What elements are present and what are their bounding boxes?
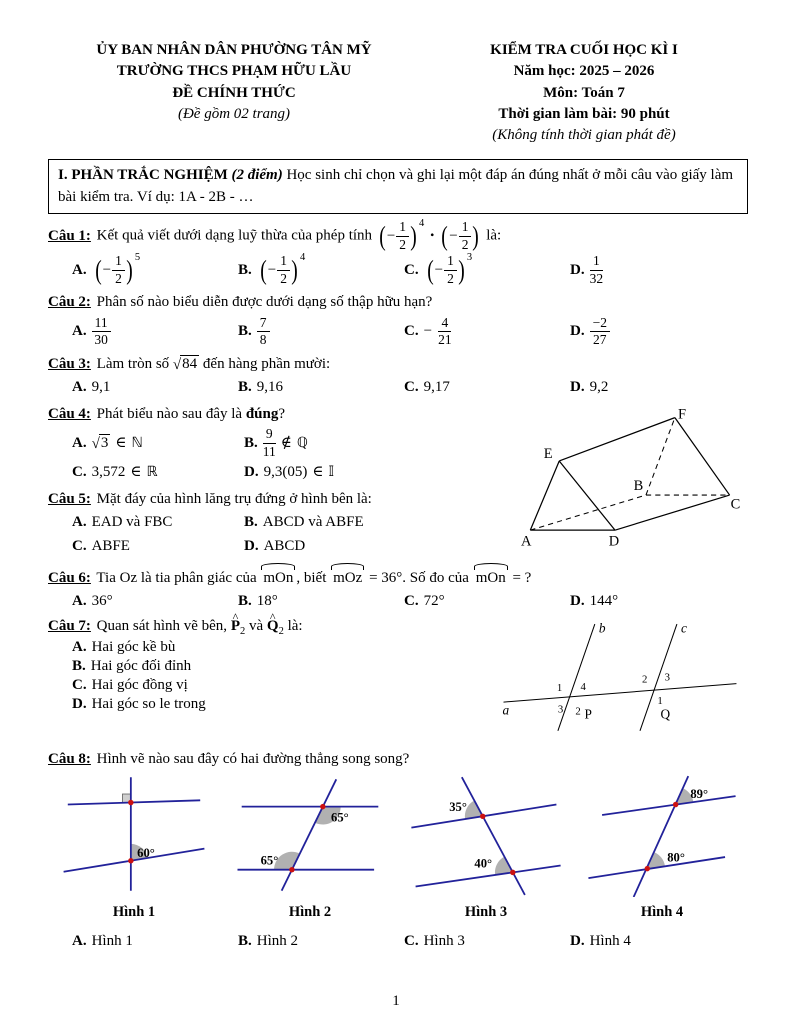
angle-mon: mOn: [260, 563, 296, 589]
option-d: D. 144°: [570, 592, 619, 609]
element-of-symbol: ∈: [130, 464, 142, 481]
page-number: 1: [392, 993, 400, 1009]
angle-q-subscript: 2: [278, 625, 284, 637]
q4-q5-text-column: [48, 404, 520, 557]
school-year: Năm học: 2025 – 2026: [513, 63, 655, 80]
right-paren: ): [410, 221, 417, 251]
section-1-header: [48, 159, 748, 214]
point-label-q: Q: [660, 706, 671, 722]
exponent: 5: [134, 252, 141, 264]
transversal-line: [282, 779, 337, 890]
exponent: 4: [299, 252, 306, 264]
question-6-t2: , biết: [296, 569, 327, 586]
angle-label-bottom: 40°: [474, 856, 493, 871]
option-d: D. Hai góc so le trong: [72, 695, 206, 712]
fraction: $\frac{1}{2}$: [112, 254, 125, 286]
angle-label-top: 35°: [449, 799, 467, 814]
question-4-bold-word: đúng: [245, 405, 279, 422]
angle-number-p2: 2: [575, 705, 581, 718]
question-3-after: đến hàng phần mười:: [202, 355, 331, 372]
intersection-dot: [510, 870, 515, 875]
section-title: I. PHẦN TRẮC NGHIỆM: [58, 167, 228, 184]
question-5: [48, 489, 520, 557]
figure-2-drawing: [231, 773, 389, 897]
official-exam-label: ĐỀ CHÍNH THỨC: [172, 84, 296, 101]
triangular-prism-figure: [520, 404, 742, 551]
exponent: 4: [419, 218, 425, 230]
question-7-label: Câu 7:: [48, 617, 91, 634]
minus-sign: −: [449, 227, 458, 244]
figure-4-caption: Hình 4: [640, 904, 684, 921]
pages-note: (Đề gồm 02 trang): [177, 105, 291, 122]
question-8-options: [72, 931, 748, 952]
fraction: $\frac{7}{8}$: [257, 316, 270, 348]
exam-title: KIỂM TRA CUỐI HỌC KÌ I: [490, 42, 678, 58]
option-b: B. 9,16: [238, 379, 284, 396]
angle-number-p3: 3: [557, 702, 564, 715]
math-power: [259, 254, 305, 286]
square-root: √84: [172, 355, 198, 373]
question-8: [48, 749, 748, 952]
line-label-b: b: [598, 619, 606, 635]
fraction: $\frac{1}{2}$: [459, 220, 472, 252]
issuing-authority: ỦY BAN NHÂN DÂN PHƯỜNG TÂN MỸ: [96, 42, 372, 58]
question-6-options: [72, 591, 748, 612]
question-7-t3: là:: [287, 617, 303, 634]
q7-region: [48, 618, 748, 743]
question-7-t1: Quan sát hình vẽ bên,: [96, 617, 228, 634]
header-right: [420, 40, 748, 146]
question-4-label: Câu 4:: [48, 405, 91, 422]
option-b: B. ( − $\frac{1}{2}$ ) $^4$: [238, 252, 306, 286]
option-a: A. EAD và FBC: [72, 514, 173, 531]
question-7-t2: và: [248, 617, 264, 634]
section-points: (2 điểm): [231, 167, 283, 184]
math-power: [426, 254, 472, 286]
top-line: [68, 800, 200, 804]
option-b: B. Hai góc đối đỉnh: [72, 657, 192, 674]
intersection-dot: [289, 867, 294, 872]
vertex-label-b: B: [633, 477, 644, 494]
math-power: [94, 254, 140, 286]
vertex-label-c: C: [730, 496, 741, 513]
figure-3-box: [402, 773, 570, 923]
intersection-dot: [480, 813, 485, 818]
figure-2-box: [226, 773, 394, 923]
question-5-label: Câu 5:: [48, 490, 91, 507]
vertex-label-d: D: [608, 533, 620, 550]
fraction: $\frac{1}{2}$: [444, 254, 457, 286]
question-2: [48, 292, 748, 347]
figure-1-caption: Hình 1: [112, 904, 156, 921]
question-1-label: Câu 1:: [48, 227, 91, 244]
option-a: A. Hai góc kề bù: [72, 638, 176, 655]
question-6-t1: Tia Oz là tia phân giác của: [96, 569, 257, 586]
q1-expression-factor-1: [378, 220, 481, 252]
option-c: C. 3,572 ∈ ℝ: [72, 462, 244, 483]
figure-1-box: [50, 773, 218, 923]
right-paren: ): [472, 221, 480, 251]
option-a: A. Hình 1: [72, 932, 133, 949]
fraction: $\frac{-2}{27}$: [590, 316, 610, 348]
question-3-label: Câu 3:: [48, 355, 91, 372]
angle-label-bottom: 80°: [667, 850, 685, 865]
figure-3-lines: [411, 777, 560, 895]
number-set-q: ℚ: [296, 434, 308, 451]
right-paren: ): [291, 255, 298, 286]
question-6-t3: = 36°. Số đo của: [369, 569, 469, 586]
option-d: D. Hình 4: [570, 932, 631, 949]
left-paren: (: [426, 255, 434, 286]
transversal-line: [634, 776, 689, 897]
question-2-options: [72, 316, 748, 348]
question-8-label: Câu 8:: [48, 750, 91, 767]
angle-p-subscript: 2: [239, 625, 246, 637]
line-a: [504, 683, 737, 701]
figure-1-lines: [64, 777, 205, 890]
angle-label-bottom: 65°: [260, 853, 279, 868]
point-label-p: P: [584, 706, 592, 722]
edge-e-f: [559, 417, 675, 460]
question-4-after: ?: [278, 405, 286, 422]
angle-q-hat: Q ^: [267, 618, 279, 635]
multiplication-dot: ⋅: [429, 227, 436, 244]
option-d: D. $\frac{-2}{27}$: [570, 316, 748, 348]
header-left: [48, 40, 420, 146]
duration-note: (Không tính thời gian phát đề): [492, 127, 676, 144]
prism-figure-column: [520, 404, 748, 557]
option-d: D. 9,3(05) ∈ 𝕀: [244, 462, 520, 483]
q7-figure-column: [500, 618, 748, 743]
number-set-i: 𝕀: [328, 463, 334, 480]
angle-moz: mOz: [330, 563, 365, 589]
option-c: C. 9,17: [404, 379, 450, 396]
angle-number-q1: 1: [657, 694, 663, 707]
transversal-line: [462, 777, 525, 895]
edge-a-b: [530, 495, 646, 530]
question-3-options: [72, 377, 748, 398]
option-c: C. 72°: [404, 592, 445, 609]
fraction: $\frac{1}{32}$: [589, 253, 604, 286]
question-5-text: Mặt đáy của hình lăng trụ đứng ở hình bên là:: [96, 490, 372, 507]
figure-3-drawing: [407, 773, 565, 897]
edge-e-d: [559, 461, 615, 530]
edge-b-f: [646, 417, 675, 494]
top-line: [602, 796, 735, 815]
figure-4-box: [578, 773, 746, 923]
edge-d-c: [615, 495, 730, 530]
square-root: √3: [91, 434, 109, 452]
figure-4-drawing: [583, 773, 741, 897]
q7-text-column: [48, 618, 500, 743]
left-paren: (: [441, 221, 449, 251]
question-2-label: Câu 2:: [48, 294, 91, 311]
question-5-options: [72, 512, 520, 556]
line-label-c: c: [681, 619, 687, 635]
question-2-text: Phân số nào biểu diễn được dưới dạng số thập hữu hạn?: [96, 294, 433, 311]
transversal-lines-figure: [500, 620, 742, 738]
fraction: $\frac{1}{2}$: [277, 254, 290, 286]
number-set-r: ℝ: [146, 463, 158, 480]
figure-3-caption: Hình 3: [464, 904, 508, 921]
angle-number-p4: 4: [580, 680, 586, 693]
angle-label-top: 65°: [331, 810, 349, 825]
question-3: [48, 354, 748, 398]
right-paren: ): [126, 255, 133, 286]
edge-f-c: [675, 417, 730, 494]
vertex-label-f: F: [677, 406, 687, 423]
angle-mon-2: mOn: [473, 563, 509, 589]
minus-sign: −: [434, 261, 444, 278]
minus-sign: −: [423, 323, 433, 340]
figure-4-lines: [588, 776, 735, 897]
question-1-text: Kết quả viết dưới dạng luỹ thừa của phép tính: [96, 227, 373, 244]
intersection-dot: [645, 866, 650, 871]
section-instructions: Học sinh chỉ chọn và ghi lại một đáp án đúng nhất ở mỗi câu vào giấy làm bài kiểm tra. Ví dụ: 1A - 2B - …: [58, 167, 734, 205]
element-of-symbol: ∈: [312, 464, 324, 481]
option-b: B. 18°: [238, 592, 278, 609]
angle-label-60: 60°: [137, 845, 155, 860]
question-6-label: Câu 6:: [48, 569, 91, 586]
not-element-of-symbol: ∉: [280, 434, 292, 451]
minus-sign: −: [102, 261, 112, 278]
option-a: A. 36°: [72, 592, 113, 609]
vertex-label-e: E: [543, 445, 553, 462]
intersection-dot: [128, 858, 133, 863]
intersection-dot: [320, 804, 325, 809]
option-c: C. − $\frac{4}{21}$: [404, 314, 452, 348]
left-paren: (: [94, 255, 102, 286]
prism-solid-edges: [530, 417, 729, 530]
question-4-before: Phát biểu nào sau đây là: [96, 405, 243, 422]
angle-number-p1: 1: [556, 681, 563, 694]
option-d: D. $\frac{1}{32}$: [570, 253, 604, 286]
option-a: A. √3 ∈ ℕ: [72, 434, 143, 452]
option-a: A. $\frac{11}{30}$: [72, 316, 238, 348]
duration: Thời gian làm bài: 90 phút: [498, 105, 670, 122]
option-c: C. ( − $\frac{1}{2}$ ) $^3$: [404, 252, 473, 286]
fraction: $\frac{9}{11}$: [262, 426, 276, 459]
figure-2-lines: [237, 779, 378, 890]
option-a: A. 9,1: [72, 379, 111, 396]
option-b: B. Hình 2: [238, 932, 299, 949]
angle-label-top: 89°: [690, 787, 709, 802]
left-paren: (: [260, 255, 267, 286]
exponent: 3: [466, 252, 473, 264]
question-8-figures: [50, 773, 746, 923]
figure-1-drawing: [55, 773, 213, 897]
element-of-symbol: ∈: [115, 434, 127, 451]
question-8-text: Hình vẽ nào sau đây có hai đường thẳng song song?: [96, 750, 410, 767]
subject: Môn: Toán 7: [543, 84, 625, 101]
question-4: [48, 404, 520, 483]
option-c: C. Hai góc đồng vị: [72, 676, 188, 693]
question-6: [48, 563, 748, 612]
edge-e-a: [530, 461, 559, 530]
right-paren: ): [458, 255, 465, 286]
intersection-dot: [673, 802, 678, 807]
figure-2-caption: Hình 2: [288, 904, 332, 921]
line-label-a: a: [502, 702, 510, 718]
option-a: A. ( − $\frac{1}{2}$ ) $^5$: [72, 252, 141, 286]
intersection-dot: [128, 800, 133, 805]
question-1-options: [72, 254, 748, 286]
fraction: $\frac{1}{2}$: [396, 220, 409, 252]
option-b: B. ABCD và ABFE: [244, 514, 364, 531]
question-4-options: [72, 427, 520, 483]
angle-number-q2: 2: [642, 673, 648, 686]
question-6-t4: = ?: [512, 569, 532, 586]
question-7-line: [48, 618, 500, 637]
question-1-after: là:: [486, 227, 502, 244]
school-name: TRƯỜNG THCS PHẠM HỮU LẦU: [116, 63, 352, 80]
option-d: D. 9,2: [570, 379, 609, 396]
minus-sign: −: [267, 261, 277, 278]
document-header: [48, 40, 748, 146]
question-3-before: Làm tròn số: [96, 355, 170, 372]
option-b: B. $\frac{7}{8}$: [238, 316, 404, 348]
vertex-label-a: A: [521, 533, 532, 550]
q4-q5-region: [48, 404, 748, 557]
option-d: D. ABCD: [244, 537, 306, 554]
question-1: [48, 220, 748, 286]
lines: [504, 624, 737, 731]
minus-sign: −: [386, 227, 396, 244]
option-c: C. Hình 3: [404, 932, 465, 949]
left-paren: (: [379, 221, 386, 251]
angle-number-q3: 3: [664, 671, 670, 684]
option-b: B. $\frac{9}{11}$ ∉ ℚ: [244, 426, 308, 459]
fraction: $\frac{11}{30}$: [92, 316, 111, 348]
number-set-n: ℕ: [131, 434, 143, 451]
option-c: C. ABFE: [72, 537, 130, 554]
angle-p-hat: P ^: [231, 618, 240, 635]
fraction: $\frac{4}{21}$: [438, 314, 452, 348]
